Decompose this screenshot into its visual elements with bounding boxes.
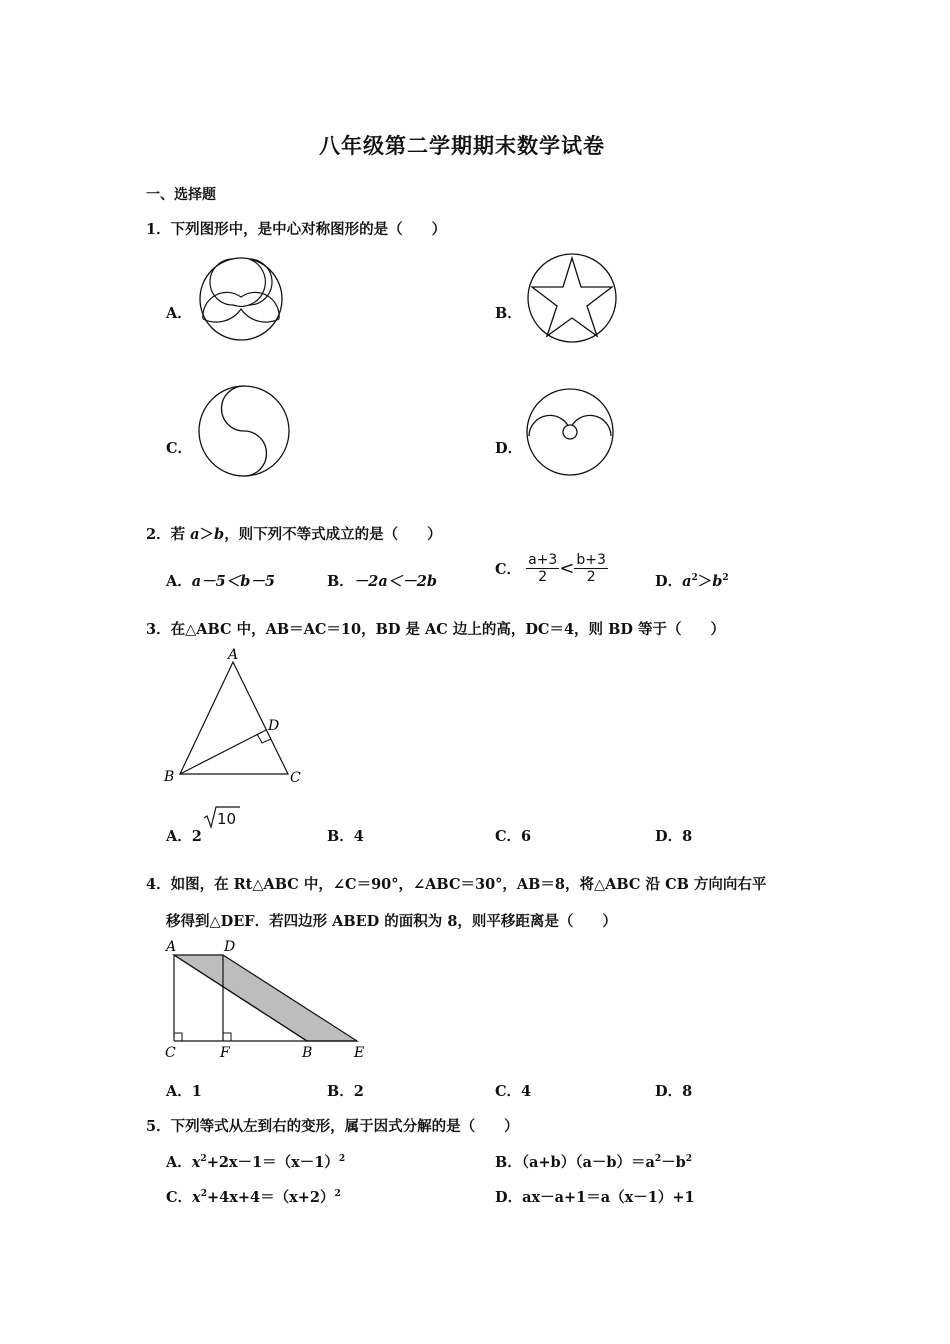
q3-option-d — [655, 825, 692, 846]
q2-stem-a: a — [190, 526, 200, 543]
q1-option-a-label: A． — [166, 305, 192, 322]
q4-label-c: C — [165, 1045, 176, 1061]
q3-label-b: B — [164, 769, 175, 785]
q4-option-a-value: 1 — [191, 1083, 202, 1100]
q2-c-den2: 2 — [586, 569, 596, 585]
q1-figure-d — [526, 388, 616, 478]
q2-d-exp: 2 — [691, 573, 698, 584]
q2-stem — [146, 523, 442, 544]
q4-label-d: D — [224, 939, 236, 955]
q1-stem: 1．下列图形中，是中心对称图形的是（ ） — [146, 221, 447, 238]
q4-option-d-value: 8 — [682, 1083, 693, 1100]
q3-option-a-label: A． — [166, 828, 192, 845]
q5-option-c-label: C． — [166, 1189, 193, 1206]
q2-stem-pre: 2．若 — [146, 526, 191, 543]
q1-option-b-label: B． — [495, 305, 522, 322]
q2-stem-b: b — [214, 526, 225, 543]
q4-label-f: F — [220, 1045, 230, 1061]
q2-option-a — [166, 570, 275, 591]
q3-option-c-label: C． — [495, 828, 522, 845]
q5-option-a — [166, 1151, 345, 1172]
q3-option-d-value: 8 — [682, 828, 693, 845]
q5-a-exp: 2 — [200, 1154, 207, 1165]
q3-label-a: A — [228, 647, 239, 663]
q4-option-a — [166, 1080, 202, 1101]
q2-option-b — [327, 570, 437, 591]
q2-option-c-fraction-left — [526, 552, 559, 585]
q4-option-a-label: A． — [166, 1083, 192, 1100]
q3-option-d-label: D． — [655, 828, 683, 845]
q4-option-b-value: 2 — [353, 1083, 364, 1100]
q4-option-c-value: 4 — [521, 1083, 532, 1100]
q5-b-mid: －b — [661, 1154, 686, 1171]
q5-b-exp: 2 — [654, 1154, 662, 1165]
q3-option-c-value: 6 — [521, 828, 532, 845]
q4-label-b: B — [302, 1045, 313, 1061]
q5-c-pre: x — [192, 1189, 201, 1206]
q2-option-c-fraction-right — [574, 552, 608, 585]
q2-stem-gt: ＞ — [199, 526, 215, 543]
q2-option-b-label: B． — [327, 573, 354, 590]
q5-a-mid: +2x－1＝（x－1） — [206, 1154, 339, 1171]
q5-stem: 5．下列等式从左到右的变形，属于因式分解的是（ ） — [146, 1118, 519, 1135]
q3-a-radicand: 10 — [217, 810, 237, 828]
q2-option-a-text: a－5＜b－5 — [191, 573, 275, 590]
q2-d-gt: ＞ — [697, 573, 713, 590]
q1-option-d-label: D． — [495, 440, 523, 457]
q3-a-coef: 2 — [191, 828, 202, 845]
q5-c-mid: +4x+4＝（x+2） — [206, 1189, 335, 1206]
q4-option-c-label: C． — [495, 1083, 522, 1100]
q3-option-a — [166, 825, 202, 846]
q5-option-d — [495, 1186, 695, 1207]
q2-c-num2: b+3 — [576, 552, 606, 568]
q5-c-exp: 2 — [200, 1189, 207, 1200]
q1-figure-b — [526, 252, 620, 346]
q3-option-c — [495, 825, 531, 846]
q2-c-lt: < — [559, 558, 575, 579]
q5-option-b — [495, 1151, 692, 1172]
q5-option-a-label: A． — [166, 1154, 192, 1171]
q5-d-text: ax－a+1＝a（x－1）+1 — [522, 1189, 695, 1206]
q2-option-a-label: A． — [166, 573, 192, 590]
q5-a-pre: x — [191, 1154, 201, 1171]
q4-stem-line2: 移得到△DEF．若四边形 ABED 的面积为 8，则平移距离是（ ） — [166, 913, 617, 930]
q2-option-c — [495, 552, 608, 585]
q4-option-c — [495, 1080, 531, 1101]
q2-stem-post: ，则下列不等式成立的是（ ） — [224, 526, 442, 543]
section-heading: 一、选择题 — [146, 187, 216, 203]
q4-option-d-label: D． — [655, 1083, 683, 1100]
q1-figure-a — [198, 257, 286, 345]
q4-option-d — [655, 1080, 692, 1101]
q2-option-c-label: C． — [495, 561, 522, 578]
page-title: 八年级第二学期期末数学试卷 — [319, 133, 605, 158]
q5-option-d-label: D． — [495, 1189, 523, 1206]
q2-c-num1: a+3 — [528, 552, 558, 568]
q3-option-b-label: B． — [327, 828, 354, 845]
q5-a-exp2: 2 — [338, 1154, 346, 1165]
q1-option-c-label: C． — [166, 440, 193, 457]
q2-option-d-label: D． — [655, 573, 683, 590]
q4-label-a: A — [166, 939, 177, 955]
q5-c-exp2: 2 — [334, 1189, 341, 1200]
q2-c-den1: 2 — [538, 569, 548, 585]
q2-d-a: a — [682, 573, 692, 590]
q3-label-c: C — [290, 770, 301, 786]
q3-label-d: D — [268, 718, 280, 734]
q4-stem-line1: 4．如图，在 Rt△ABC 中，∠C＝90°，∠ABC＝30°，AB＝8，将△ABC 沿 CB 方向向右平 — [146, 876, 767, 893]
q5-option-b-label: B． — [495, 1154, 522, 1171]
q4-translation-figure — [160, 934, 380, 1064]
q3-triangle-figure — [160, 644, 320, 789]
q3-option-b — [327, 825, 364, 846]
q4-label-e: E — [354, 1045, 365, 1061]
q5-b-pre: （a+b）（a－b）＝a — [521, 1154, 655, 1171]
q1-figure-c — [197, 385, 293, 481]
q2-option-b-text: －2a＜－2b — [353, 573, 437, 590]
q2-d-exp2: 2 — [722, 573, 729, 584]
q4-option-b-label: B． — [327, 1083, 354, 1100]
q5-option-c — [166, 1186, 341, 1207]
q2-option-d — [655, 570, 729, 591]
q2-d-b: b — [712, 573, 723, 590]
q4-option-b — [327, 1080, 364, 1101]
q3-stem: 3．在△ABC 中，AB＝AC＝10，BD 是 AC 边上的高，DC＝4，则 BD 等于（ ） — [146, 621, 725, 638]
q5-b-exp2: 2 — [685, 1154, 693, 1165]
q3-option-b-value: 4 — [353, 828, 364, 845]
